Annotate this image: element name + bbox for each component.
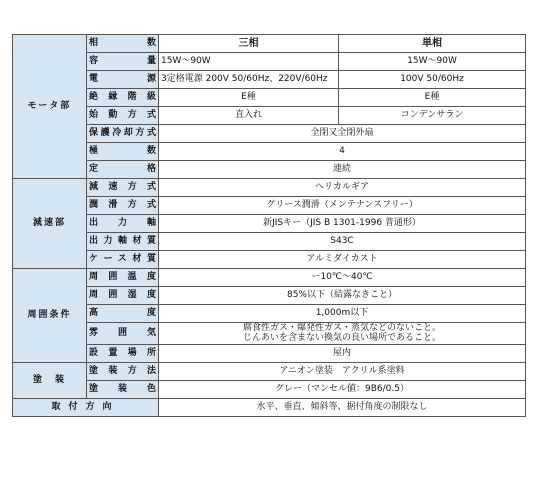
location-value: 屋内: [159, 344, 526, 362]
case-material-value: アルミダイカスト: [159, 251, 526, 269]
table-row: [13, 89, 526, 107]
label-shaft-material: 出力軸材質: [87, 233, 159, 251]
table-row: [13, 398, 526, 416]
header-single-phase: 単相: [339, 35, 526, 53]
insulation-single-phase: E種: [339, 89, 526, 107]
insulation-three-phase: E種: [159, 89, 339, 107]
altitude-value: 1,000m以下: [159, 305, 526, 323]
table-row: [13, 107, 526, 125]
label-location: 設置場所: [87, 344, 159, 362]
label-temperature: 周囲温度: [87, 269, 159, 287]
coating-color-value: グレー（マンセル値：9B6/0.5）: [159, 380, 526, 398]
table-row: [13, 71, 526, 89]
table-row: [13, 215, 526, 233]
label-insulation: 絶縁階級: [87, 89, 159, 107]
table-row: [13, 380, 526, 398]
table-row: [13, 161, 526, 179]
humidity-value: 85%以下（結露なきこと）: [159, 287, 526, 305]
power-three-phase: 3定格電源 200V 50/60Hz、220V/60Hz: [159, 71, 339, 89]
shaft-material-value: S43C: [159, 233, 526, 251]
atmosphere-line-2: じんあいを含まない換気の良い場所であること。: [242, 333, 441, 344]
starting-single-phase: コンデンサラン: [339, 107, 526, 125]
atmosphere-value: [159, 323, 526, 345]
table-row: [13, 269, 526, 287]
table-row: [13, 53, 526, 71]
lubrication-value: グリース潤滑（メンテナンスフリー）: [159, 197, 526, 215]
rating-value: 連続: [159, 161, 526, 179]
table-row: [13, 251, 526, 269]
table-row: [13, 323, 526, 345]
label-capacity: 容 量: [87, 53, 159, 71]
cooling-value: 全閉又全閉外扇: [159, 125, 526, 143]
category-mounting: 取付方向: [13, 398, 159, 416]
table-row: [13, 143, 526, 161]
label-output-shaft: 出力軸: [87, 215, 159, 233]
starting-three-phase: 直入れ: [159, 107, 339, 125]
category-motor: モータ部: [13, 35, 87, 179]
category-coating: 塗 装: [13, 362, 87, 398]
atmosphere-line-1: 腐食性ガス・爆発性ガス・蒸気などのないこと。: [242, 323, 441, 333]
table-row: [13, 362, 526, 380]
label-atmosphere: 雰囲気: [87, 323, 159, 345]
category-reducer: 減速部: [13, 179, 87, 269]
table-row: [13, 233, 526, 251]
temperature-value: ー10℃〜40℃: [159, 269, 526, 287]
capacity-single-phase: 15W〜90W: [339, 53, 526, 71]
table-row: [13, 344, 526, 362]
output-shaft-value: 新JISキー（JIS B 1301-1996 普通形）: [159, 215, 526, 233]
label-rating: 定 格: [87, 161, 159, 179]
label-cooling: 保護冷却方式: [87, 125, 159, 143]
label-coating-method: 塗装方法: [87, 362, 159, 380]
label-power: 電 源: [87, 71, 159, 89]
poles-value: 4: [159, 143, 526, 161]
table-row: [13, 125, 526, 143]
label-phase: 相 数: [87, 35, 159, 53]
coating-method-value: アニオン塗装 アクリル系塗料: [159, 362, 526, 380]
label-reduction-method: 減速方式: [87, 179, 159, 197]
table-row: [13, 197, 526, 215]
capacity-three-phase: 15W〜90W: [159, 53, 339, 71]
label-coating-color: 塗装色: [87, 380, 159, 398]
spec-table: [12, 34, 526, 417]
table-row: [13, 179, 526, 197]
label-poles: 極 数: [87, 143, 159, 161]
label-humidity: 周囲湿度: [87, 287, 159, 305]
mounting-value: 水平、垂直、傾斜等、据付角度の制限なし: [159, 398, 526, 416]
power-single-phase: 100V 50/60Hz: [339, 71, 526, 89]
table-row: [13, 305, 526, 323]
reduction-method-value: ヘリカルギア: [159, 179, 526, 197]
table-row: [13, 35, 526, 53]
label-case-material: ケース材質: [87, 251, 159, 269]
header-three-phase: 三相: [159, 35, 339, 53]
table-row: [13, 287, 526, 305]
category-environment: 周囲条件: [13, 269, 87, 363]
label-lubrication: 潤滑方式: [87, 197, 159, 215]
label-altitude: 高 度: [87, 305, 159, 323]
label-starting: 始動方式: [87, 107, 159, 125]
